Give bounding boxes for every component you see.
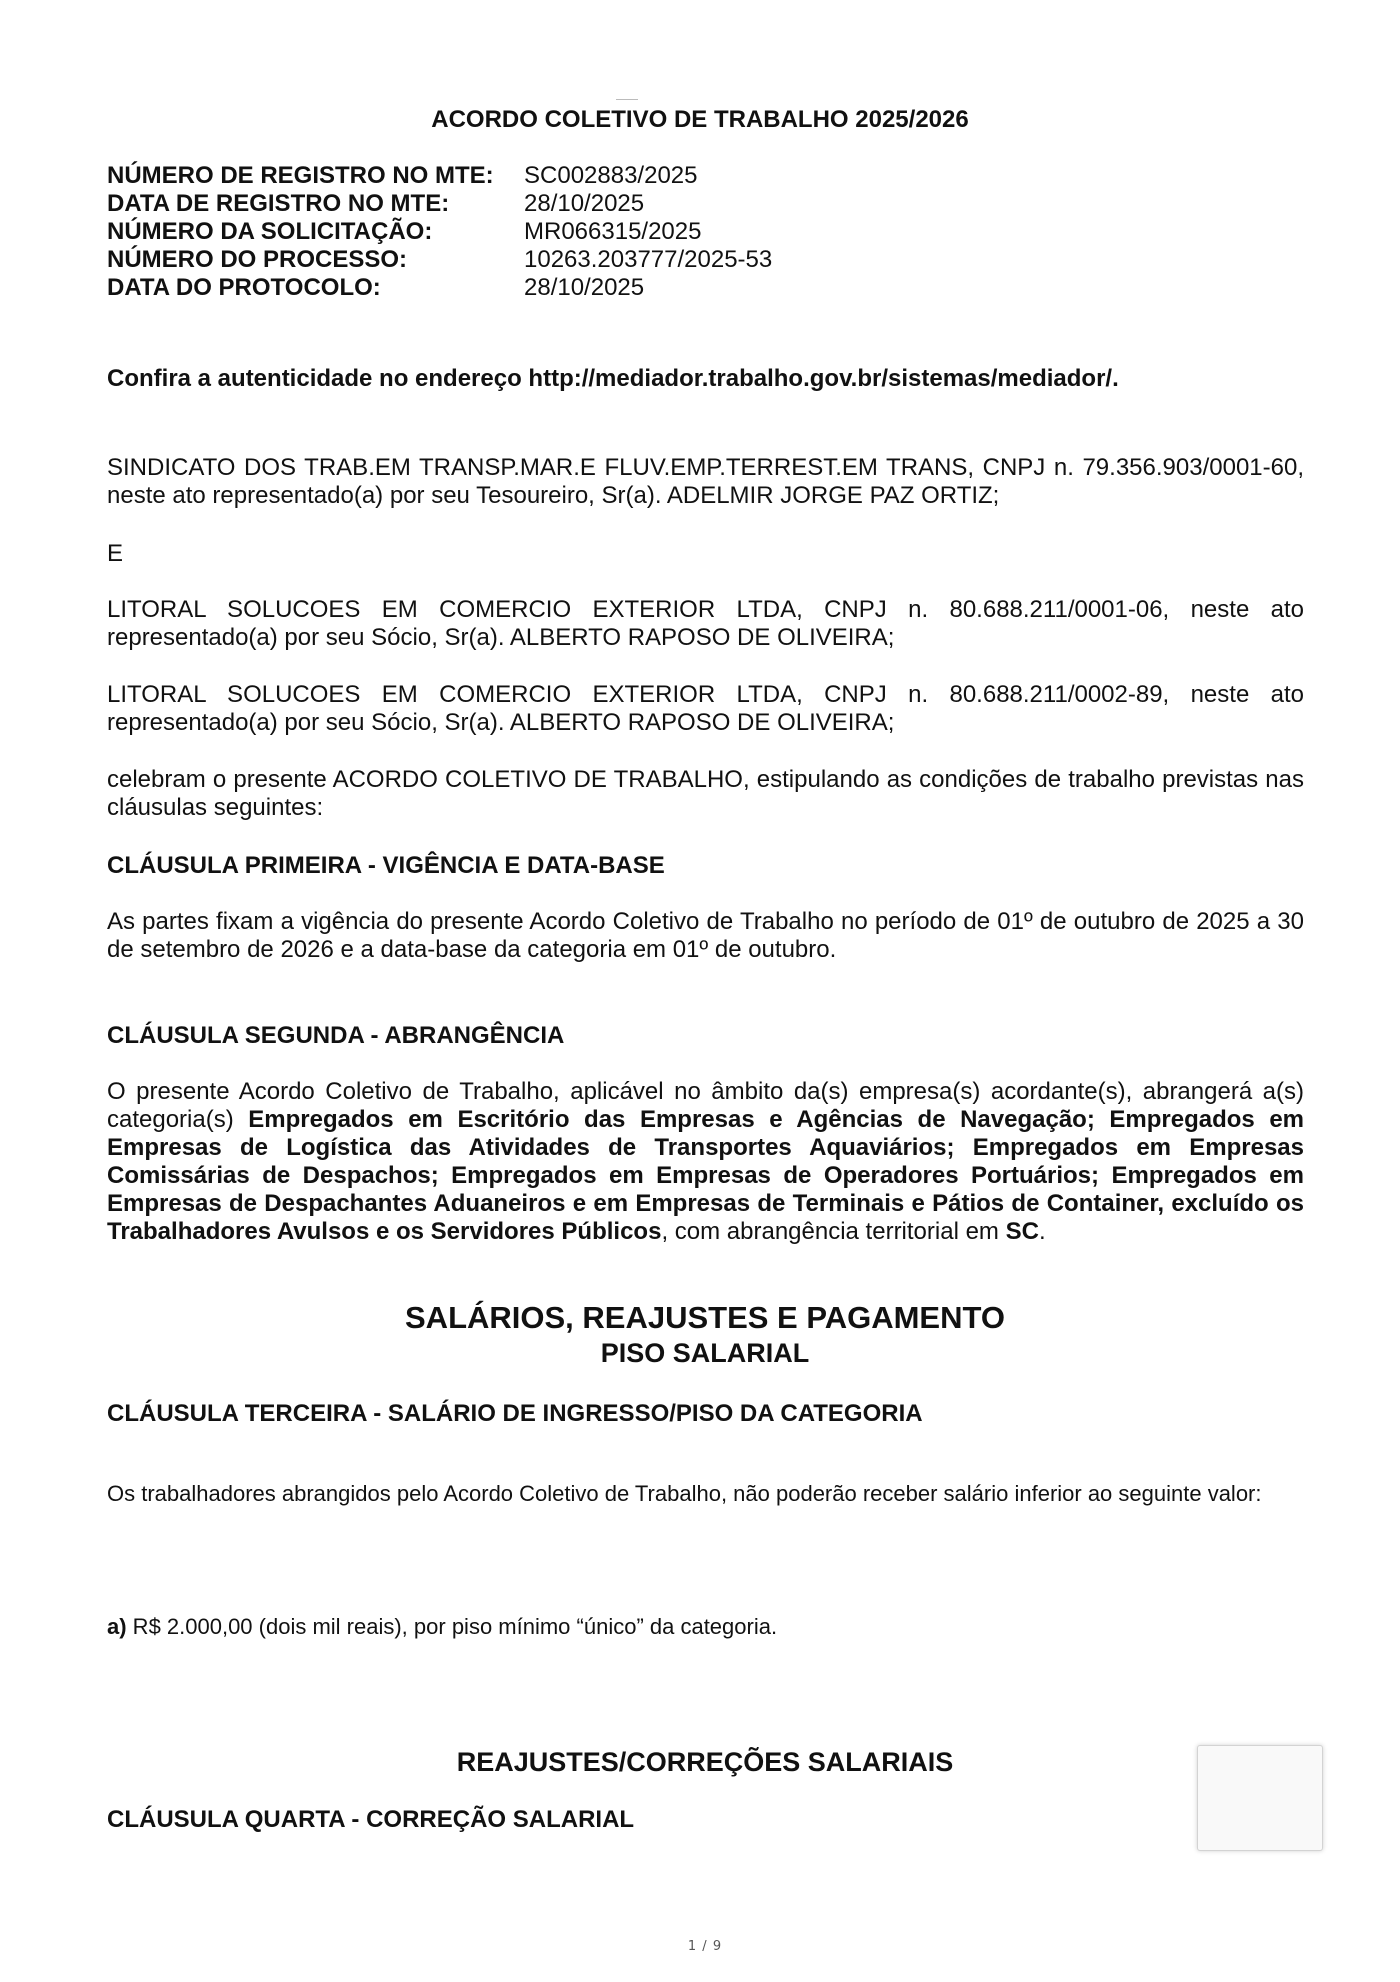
clause-text-middle: , com abrangência territorial em [661,1218,1006,1245]
authenticity-notice: Confira a autenticidade no endereço http://mediador.trabalho.gov.br/sistemas/mediador/. [107,365,1119,392]
clause-text: As partes fixam a vigência do presente Acordo Coletivo de Trabalho no período de 01º de outubro de 2025 a 30 de setembro de 2026 e a data-base da categoria em 01º de outubro. [107,908,1304,963]
conjunction: E [107,540,124,567]
registration-row [107,218,907,246]
territory: SC [1005,1218,1039,1245]
document-title: ACORDO COLETIVO DE TRABALHO 2025/2026 [431,106,969,133]
registration-value: 28/10/2025 [524,190,645,217]
top-rule [616,99,638,100]
registration-value: MR066315/2025 [524,218,702,245]
clause-item [107,1613,1304,1641]
registration-value: SC002883/2025 [524,162,698,189]
registration-label: NÚMERO DE REGISTRO NO MTE: [107,162,494,189]
registration-label: NÚMERO DO PROCESSO: [107,246,408,273]
celebration-paragraph: celebram o presente ACORDO COLETIVO DE TRABALHO, estipulando as condições de trabalho previstas nas cláusulas seguintes: [107,766,1304,821]
registration-label: DATA DO PROTOCOLO: [107,274,381,301]
registration-row [107,246,907,274]
page-number: 1 / 9 [687,1939,723,1954]
party-paragraph: LITORAL SOLUCOES EM COMERCIO EXTERIOR LTDA, CNPJ n. 80.688.211/0001-06, neste ato representado(a) por seu Sócio, Sr(a). ALBERTO RAPOSO DE OLIVEIRA; [107,596,1304,651]
party-paragraph: SINDICATO DOS TRAB.EM TRANSP.MAR.E FLUV.EMP.TERREST.EM TRANS, CNPJ n. 79.356.903/0001-60, neste ato representado(a) por seu Tesoureiro, Sr(a). ADELMIR JORGE PAZ ORTIZ; [107,454,1304,509]
registration-value: 10263.203777/2025-53 [524,246,773,273]
registration-label: DATA DE REGISTRO NO MTE: [107,190,450,217]
clause-text: Os trabalhadores abrangidos pelo Acordo Coletivo de Trabalho, não poderão receber salário inferior ao seguinte valor: [107,1481,1262,1506]
item-label: a) [107,1614,127,1639]
subsection-title: PISO SALARIAL [600,1338,810,1368]
section-title: SALÁRIOS, REAJUSTES E PAGAMENTO [405,1300,1005,1335]
registration-row [107,190,907,218]
registration-row [107,274,907,302]
clause-heading: CLÁUSULA PRIMEIRA - VIGÊNCIA E DATA-BASE [107,852,665,879]
clause-heading: CLÁUSULA QUARTA - CORREÇÃO SALARIAL [107,1806,635,1833]
registration-table [107,162,907,302]
clause-heading: CLÁUSULA TERCEIRA - SALÁRIO DE INGRESSO/PISO DA CATEGORIA [107,1400,923,1427]
registration-label: NÚMERO DA SOLICITAÇÃO: [107,218,433,245]
clause-text-intro: O presente Acordo Coletivo de Trabalho, aplicável no âmbito da(s) empresa(s) acordante(s), abrangerá a(s) categoria(s) [107,1078,1304,1133]
subsection-title: REAJUSTES/CORREÇÕES SALARIAIS [456,1747,954,1777]
clause-text [107,1078,1304,1246]
clause-text-end: . [1038,1218,1046,1245]
registration-row [107,162,907,190]
recaptcha-widget[interactable] [1197,1745,1323,1851]
item-text: R$ 2.000,00 (dois mil reais), por piso mínimo “único” da categoria. [126,1614,778,1639]
registration-value: 28/10/2025 [524,274,645,301]
categories-list: Empregados em Escritório das Empresas e Agências de Navegação; Empregados em Empresas de Logística das Atividades de Transportes Aquaviários; Empregados em Empresas Comissárias de Despachos; Empregados em Empresas de Operadores Portuários; Empregados em Empresas de Despachantes Aduaneiros e em Empresas de Terminais e Pátios de Container, excluído os Trabalhadores Avulsos e os Servidores Públicos [107,1106,1305,1245]
party-paragraph: LITORAL SOLUCOES EM COMERCIO EXTERIOR LTDA, CNPJ n. 80.688.211/0002-89, neste ato representado(a) por seu Sócio, Sr(a). ALBERTO RAPOSO DE OLIVEIRA; [107,681,1304,736]
clause-heading: CLÁUSULA SEGUNDA - ABRANGÊNCIA [107,1022,565,1049]
